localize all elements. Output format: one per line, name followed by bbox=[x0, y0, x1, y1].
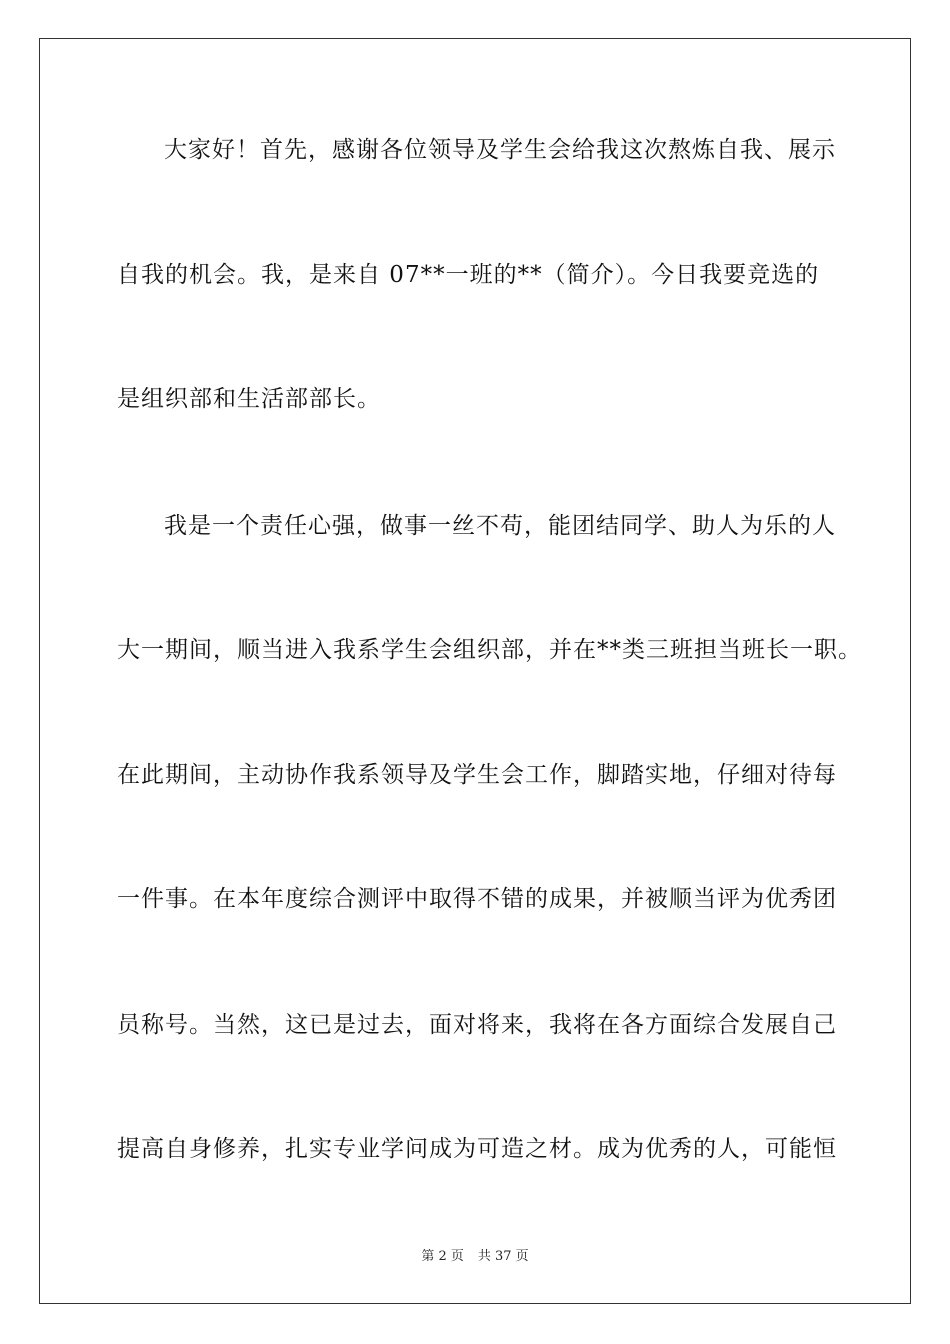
paragraph-2-line-2: 大一期间，顺当进入我系学生会组织部，并在**类三班担当班长一职。 bbox=[117, 637, 862, 663]
paragraph-2-line-1: 我是一个责任心强，做事一丝不苟，能团结同学、助人为乐的人 bbox=[164, 513, 836, 539]
page-footer bbox=[0, 1248, 950, 1266]
paragraph-1-line-2: 自我的机会。我，是来自 07**一班的**（简介）。今日我要竞选的 bbox=[117, 262, 820, 288]
page-total: 共 37 页 bbox=[477, 1249, 529, 1264]
paragraph-2-line-3: 在此期间，主动协作我系领导及学生会工作，脚踏实地，仔细对待每 bbox=[117, 762, 837, 788]
paragraph-2-line-4: 一件事。在本年度综合测评中取得不错的成果，并被顺当评为优秀团 bbox=[117, 886, 837, 912]
paragraph-1-line-1: 大家好！首先，感谢各位领导及学生会给我这次熬炼自我、展示 bbox=[164, 137, 836, 163]
page-number: 第 2 页 bbox=[421, 1249, 464, 1264]
page-border bbox=[39, 38, 911, 1304]
paragraph-2-line-5: 员称号。当然，这已是过去，面对将来，我将在各方面综合发展自己 bbox=[117, 1012, 837, 1038]
paragraph-2-line-6: 提高自身修养，扎实专业学问成为可造之材。成为优秀的人，可能恒 bbox=[117, 1136, 837, 1162]
paragraph-1-line-3: 是组织部和生活部部长。 bbox=[117, 386, 381, 412]
